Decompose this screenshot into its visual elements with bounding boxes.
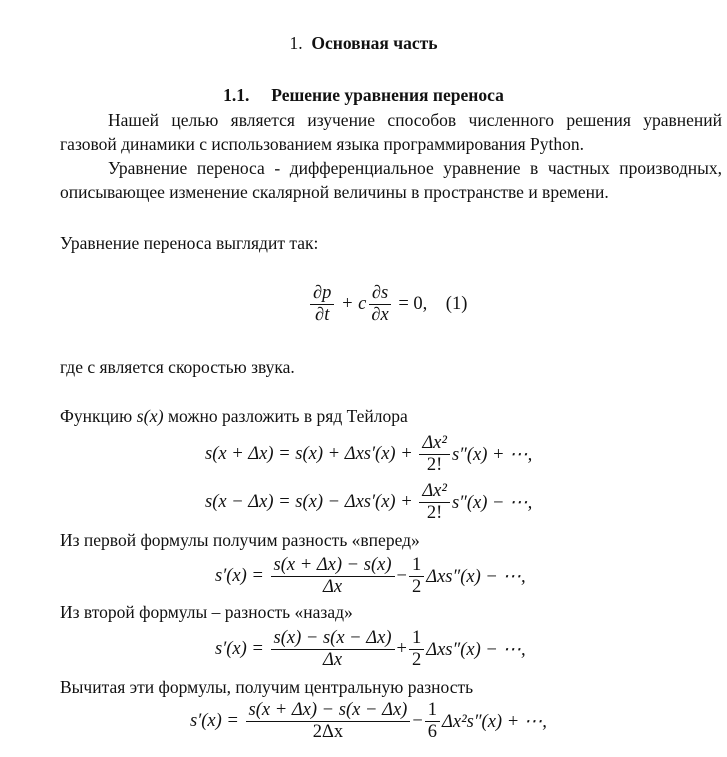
equation-taylor-minus: s(x − Δx) = s(x) − Δxs′(x) + $\frac{\text{Δx²}}{2!}$ s″(x) − ⋯,: [205, 481, 533, 523]
paragraph-intro-eq: Уравнение переноса выглядит так:: [60, 233, 319, 253]
equation-taylor-plus: s(x + Δx) = s(x) + Δxs′(x) + $\frac{\text{Δx²}}{2!}$ s″(x) + ⋯,: [205, 433, 533, 475]
section-heading: 1. Основная часть: [289, 33, 438, 53]
equation-central: s′(x) = $\frac{s(x + \Delta x) - s(x - \Delta x)}{2\Delta x}$ − $\frac{1}{6}$ Δx²s″(x) + ⋯,: [190, 700, 547, 742]
paragraph-definition: Уравнение переноса - дифференциальное уравнение в частных производных, описывающее изменение скалярной величины в пространстве и времени.: [60, 158, 722, 202]
equation-forward: s′(x) = $\frac{s(x + \Delta x) - s(x)}{\Delta x}$ − $\frac{1}{2}$ Δxs″(x) − ⋯,: [215, 555, 526, 597]
paragraph-backward: Из второй формулы – разность «назад»: [60, 602, 353, 622]
equation-transport: $\frac{\partial p}{\partial t}$ + c $\frac{\partial s}{\partial x}$ = 0, (1): [308, 283, 467, 326]
equation-backward: s′(x) = $\frac{s(x) - s(x - \Delta x)}{\Delta x}$ + $\frac{1}{2}$ Δxs″(x) − ⋯,: [215, 628, 526, 670]
paragraph-central: Вычитая эти формулы, получим центральную разность: [60, 677, 474, 697]
paragraph-taylor: Функцию s(x) можно разложить в ряд Тейлора: [60, 406, 408, 426]
paragraph-goal: Нашей целью является изучение способов численного решения уравнений газовой динамики с использованием языка программирования Python.: [60, 110, 722, 154]
subsection-heading: 1.1. Решение уравнения переноса: [223, 85, 504, 105]
paragraph-forward: Из первой формулы получим разность «вперед»: [60, 530, 420, 550]
paragraph-speed: где с является скоростью звука.: [60, 357, 295, 377]
